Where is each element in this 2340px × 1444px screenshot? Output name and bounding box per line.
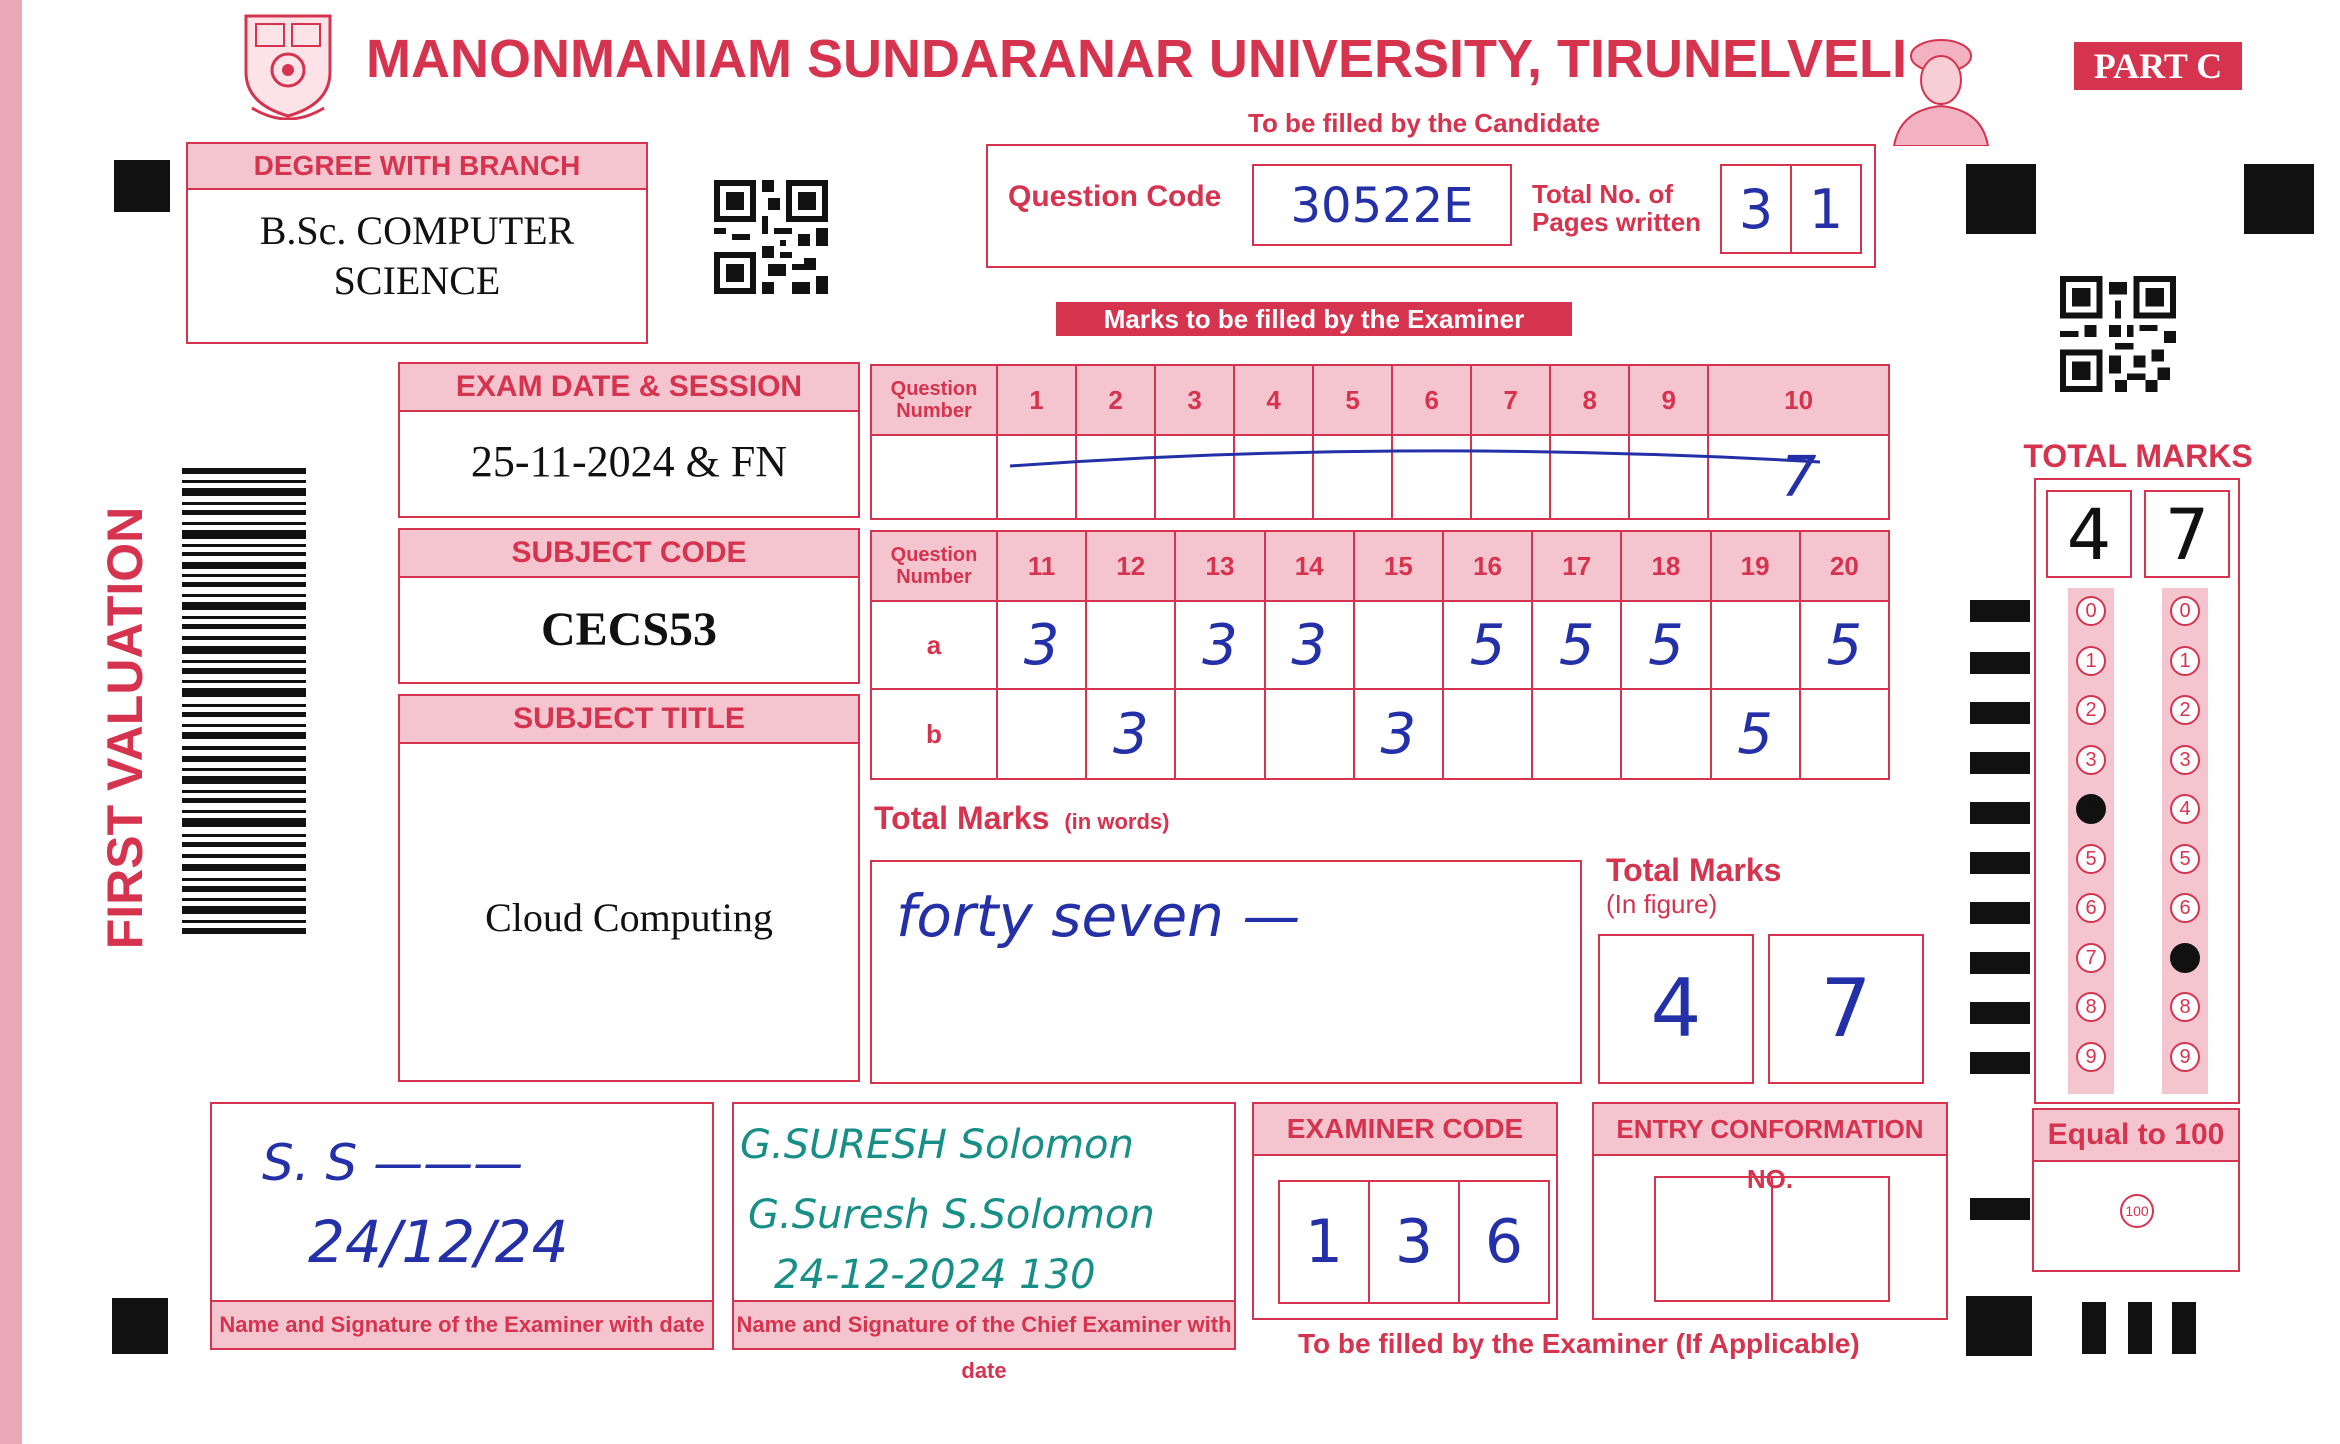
mark-cell[interactable]: 3 [997,601,1086,689]
bubble-tens-9[interactable]: 9 [2076,1042,2106,1072]
mark-cell[interactable]: 3 [1086,689,1175,779]
subject-code-value: CECS53 [540,603,718,656]
entry-conformation-field[interactable] [1654,1176,1890,1302]
chief-signature-box [732,1102,1236,1383]
mark-cell[interactable]: 5 [1621,601,1710,689]
question-code-field[interactable] [1252,164,1512,246]
mark-cell[interactable]: 7 [1708,435,1889,519]
subject-title-value: Cloud Computing [485,895,773,940]
barcode [182,468,306,938]
bubble-tens-8[interactable]: 8 [2076,992,2106,1022]
examiner-signature: S. S ——— [262,1134,524,1192]
mark-cell[interactable]: 5 [1532,601,1621,689]
bubble-units-3[interactable]: 3 [2170,745,2200,775]
pages-label-line1: Total No. of [1532,179,1674,209]
registration-mark [1966,1296,2032,1356]
subject-code-box [398,528,860,684]
question-number-cell: 15 [1354,531,1443,601]
bubble-units-0[interactable]: 0 [2170,596,2200,626]
examiner-signature-box [210,1102,714,1350]
page-edge [0,0,22,1444]
bubble-100[interactable]: 100 [2120,1194,2154,1228]
question-number-cell: 5 [1313,365,1392,435]
degree-value-line2: SCIENCE [333,258,501,303]
registration-mark [2244,164,2314,234]
question-number-cell: 18 [1621,531,1710,601]
question-number-cell: 11 [997,531,1086,601]
question-code-label: Question Code [1008,180,1222,213]
mark-cell[interactable]: 3 [1265,601,1354,689]
strike-line [1000,430,1850,470]
bubble-tens-2[interactable]: 2 [2076,695,2106,725]
chief-signature-caption: Name and Signature of the Chief Examiner with date [734,1300,1234,1348]
question-number-cell: 1 [997,365,1076,435]
footer-note: To be filled by the Examiner (If Applicable) [1298,1328,1860,1359]
total-marks-panel [2034,478,2240,1104]
bubble-tens-6[interactable]: 6 [2076,893,2106,923]
total-words-title: Total Marks [874,800,1050,836]
total-figure-digit-1: 4 [1650,962,1702,1055]
examiner-code-label: EXAMINER CODE [1254,1104,1556,1156]
mark-cell[interactable] [1175,689,1264,779]
bubble-tens-5[interactable]: 5 [2076,844,2106,874]
bubble-units-1[interactable]: 1 [2170,646,2200,676]
timing-mark [1970,1002,2030,1024]
question-number-label-2: Number [896,400,972,422]
founder-portrait [1886,20,1996,146]
timing-mark [1970,652,2030,674]
mark-cell[interactable] [1800,689,1889,779]
subject-title-label: SUBJECT TITLE [400,696,858,744]
pages-digit-2: 1 [1808,178,1844,241]
bubble-tens-1[interactable]: 1 [2076,646,2106,676]
timing-mark [1970,702,2030,724]
question-number-cell: 14 [1265,531,1354,601]
mark-cell[interactable] [1086,601,1175,689]
question-number-header [871,531,997,601]
mark-cell[interactable]: 5 [1711,689,1800,779]
mark-cell[interactable] [1621,689,1710,779]
timing-mark [1970,852,2030,874]
total-marks-digit-1: 4 [2066,494,2112,576]
question-code-panel [986,144,1876,268]
timing-mark [1970,802,2030,824]
question-number-label-1: Question [890,378,978,400]
entry-conformation-label: ENTRY CONFORMATION NO. [1594,1104,1946,1156]
total-marks-panel-label: TOTAL MARKS [2023,438,2253,474]
question-number-cell: 7 [1471,365,1550,435]
valuation-label: FIRST VALUATION [97,506,153,950]
chief-examiner-date: 24-12-2024 130 [774,1252,1096,1298]
exam-date-box [398,362,860,518]
timing-mark [1970,952,2030,974]
total-figure-digit-1-box[interactable] [1598,934,1754,1084]
row-label-a: a [871,601,997,689]
mark-cell[interactable]: 5 [1800,601,1889,689]
degree-value-line1: B.Sc. COMPUTER [259,208,575,253]
mark-cell[interactable]: 3 [1175,601,1264,689]
bubble-units-4[interactable]: 4 [2170,794,2200,824]
mark-cell[interactable] [1354,601,1443,689]
registration-mark [2128,1302,2152,1354]
question-number-cell: 20 [1800,531,1889,601]
registration-mark [114,160,170,212]
pages-written-label [1532,180,1701,236]
total-words-sub: (in words) [1064,809,1170,834]
mark-cell[interactable]: 3 [1354,689,1443,779]
total-marks-digit-1-box[interactable] [2046,490,2132,578]
chief-examiner-name: G.SURESH Solomon [740,1122,1134,1168]
examiner-sign-date: 24/12/24 [308,1208,569,1276]
degree-label: DEGREE WITH BRANCH [188,144,646,190]
row-label-cell [871,435,997,519]
pages-written-field[interactable] [1720,164,1862,254]
timing-mark [1970,1198,2030,1220]
qr-code [714,180,828,294]
registration-mark [2082,1302,2106,1354]
question-number-header [871,365,997,435]
mark-cell[interactable] [1711,601,1800,689]
examiner-code-digit[interactable]: 6 [1484,1207,1524,1277]
timing-mark [1970,1052,2030,1074]
total-figure-sub: (In figure) [1606,889,1718,919]
examiner-code-digits [1278,1180,1550,1304]
subject-code-label: SUBJECT CODE [400,530,858,578]
total-words-field[interactable] [870,860,1582,1084]
question-code-value: 30522E [1290,178,1474,234]
examiner-code-digit[interactable]: 3 [1370,1182,1460,1302]
chief-examiner-signature: G.Suresh S.Solomon [748,1192,1155,1238]
exam-date-label: EXAM DATE & SESSION [400,364,858,412]
degree-box [186,142,648,344]
question-number-label-1: Question [890,544,978,566]
bubble-units-7[interactable]: 7 [2170,943,2200,973]
equal-to-box [2032,1108,2240,1272]
bubble-units-5[interactable]: 5 [2170,844,2200,874]
bubble-units-8[interactable]: 8 [2170,992,2200,1022]
question-number-cell: 13 [1175,531,1264,601]
qr-code [2060,276,2176,392]
entry-conformation-box [1592,1102,1948,1320]
question-number-cell: 19 [1711,531,1800,601]
question-number-cell: 9 [1629,365,1708,435]
question-number-cell: 10 [1708,365,1889,435]
registration-mark [1966,164,2036,234]
question-number-cell: 16 [1443,531,1532,601]
total-words-label [874,800,1169,837]
entry-conformation-cell[interactable] [1773,1178,1888,1300]
exam-date-value: 25-11-2024 & FN [470,437,788,486]
examiner-code-box [1252,1102,1558,1320]
timing-mark [1970,902,2030,924]
question-number-label-2: Number [896,566,972,588]
examiner-banner: Marks to be filled by the Examiner [1056,302,1572,336]
bubble-units-6[interactable]: 6 [2170,893,2200,923]
mark-cell[interactable]: 5 [1443,601,1532,689]
total-marks-digit-2-box[interactable] [2144,490,2230,578]
total-figure-label [1606,852,1781,920]
question-number-cell: 6 [1392,365,1471,435]
university-logo [238,12,338,120]
total-figure-title: Total Marks [1606,852,1782,888]
university-title: MANONMANIAM SUNDARANAR UNIVERSITY, TIRUNELVELI [366,29,1908,89]
question-number-cell: 17 [1532,531,1621,601]
question-number-cell: 3 [1155,365,1234,435]
registration-mark [2172,1302,2196,1354]
bubble-tens-7[interactable]: 7 [2076,943,2106,973]
mark-cell[interactable] [1443,689,1532,779]
timing-mark [1970,600,2030,622]
total-figure-digit-2: 7 [1820,962,1872,1055]
total-marks-digit-2: 7 [2164,494,2210,576]
candidate-note: To be filled by the Candidate [1248,108,1600,138]
timing-mark [1970,752,2030,774]
mark-cell[interactable] [1532,689,1621,779]
total-words-value: forty seven — [896,882,1301,950]
mark-cell[interactable] [1265,689,1354,779]
pages-digit-1: 3 [1722,166,1792,252]
part-badge: PART C [2074,42,2242,90]
examiner-code-digit[interactable]: 1 [1280,1182,1370,1302]
bubble-units-9[interactable]: 9 [2170,1042,2200,1072]
equal-to-label: Equal to 100 [2034,1110,2238,1162]
question-number-cell: 2 [1076,365,1155,435]
subject-title-box [398,694,860,1082]
pages-label-line2: Pages written [1532,207,1702,237]
registration-mark [112,1298,168,1354]
question-number-cell: 4 [1234,365,1313,435]
bubble-tens-3[interactable]: 3 [2076,745,2106,775]
question-number-cell: 8 [1550,365,1629,435]
marks-grid-q11-20 [870,530,1890,780]
row-label-b: b [871,689,997,779]
examiner-signature-caption: Name and Signature of the Examiner with date [212,1300,712,1348]
mark-cell[interactable] [997,689,1086,779]
bubble-tens-0[interactable]: 0 [2076,596,2106,626]
question-number-cell: 12 [1086,531,1175,601]
entry-conformation-cell[interactable] [1656,1178,1773,1300]
total-figure-digit-2-box[interactable] [1768,934,1924,1084]
bubble-tens-4[interactable]: 4 [2076,794,2106,824]
bubble-units-2[interactable]: 2 [2170,695,2200,725]
